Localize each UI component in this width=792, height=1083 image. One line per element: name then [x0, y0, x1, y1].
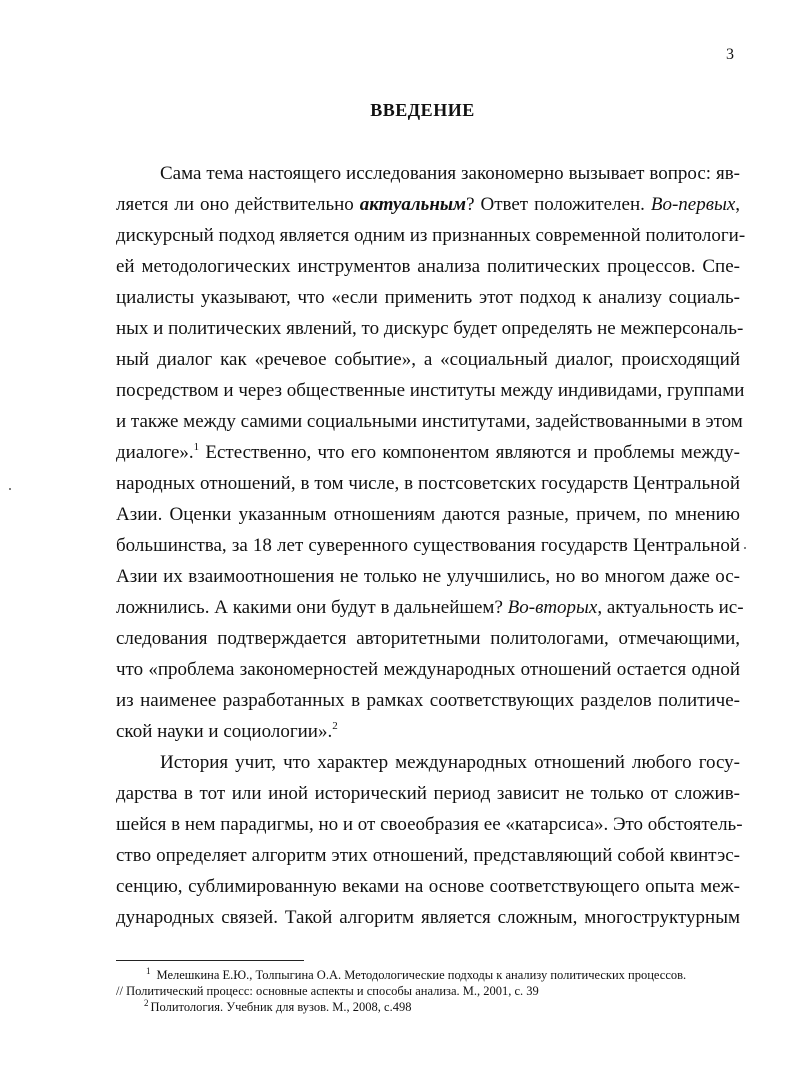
- paragraph-1-line: ляется ли оно действительно актуальным? Ответ положителен. Во-первых,: [116, 194, 741, 215]
- paragraph-1-line: Азии их взаимоотношения не только не улучшились, но во многом даже ос-: [116, 566, 740, 587]
- paragraph-1-line: дискурсный подход является одним из признанных современной политологи-: [116, 225, 746, 246]
- paragraph-2-line: История учит, что характер международных отношений любого госу-: [160, 752, 740, 773]
- footnote-1-mark: 1: [146, 966, 151, 976]
- paragraph-1-line: народных отношений, в том числе, в постсоветских государств Центральной: [116, 473, 740, 494]
- body-text: [116, 158, 746, 933]
- footnote-ref-1[interactable]: 1: [193, 441, 200, 453]
- paragraph-1-line: Сама тема настоящего исследования закономерно вызывает вопрос: яв-: [160, 163, 740, 184]
- scan-speck: [744, 547, 746, 549]
- footnotes: [116, 967, 746, 1015]
- paragraph-1-line: ской науки и социологии».$^2$: [116, 720, 338, 742]
- paragraph-2-line: сенцию, сублимированную веками на основе соответствующего опыта меж-: [116, 876, 740, 897]
- footnote-1: $^1$ Мелешкина Е.Ю., Толпыгина О.А. Методологические подходы к анализу политических процессов.: [146, 966, 687, 982]
- paragraph-2-line: дународных связей. Такой алгоритм является сложным, многоструктурным: [116, 907, 740, 928]
- paragraph-2-line: ство определяет алгоритм этих отношений, представляющий собой квинтэс-: [116, 845, 740, 866]
- page-number: 3: [726, 46, 734, 63]
- paragraph-1-line: ей методологических инструментов анализа политических процессов. Спе-: [116, 256, 740, 277]
- paragraph-1-line: циалисты указывают, что «если применить этот подход к анализу социаль-: [116, 287, 740, 308]
- paragraph-1-line: Азии. Оценки указанным отношениям даются разные, причем, по мнению: [116, 504, 740, 525]
- footnote-separator: [116, 960, 304, 961]
- paragraph-1-line: что «проблема закономерностей международных отношений остается одной: [116, 659, 740, 680]
- footnote-ref-2[interactable]: 2: [332, 720, 338, 732]
- paragraph-1-line: и также между самими социальными институтами, задействованными в этом: [116, 411, 743, 432]
- paragraph-1-line: большинства, за 18 лет суверенного существования государств Центральной: [116, 535, 740, 556]
- paragraph-1-line: следования подтверждается авторитетными политологами, отмечающими,: [116, 628, 740, 649]
- emphasis-italic: Во-первых: [650, 194, 736, 215]
- emphasis-italic: Во-вторых: [507, 597, 598, 618]
- footnote-2: $^2$ Политология. Учебник для вузов. М., 2008, с.498: [144, 998, 412, 1014]
- paragraph-2-line: дарства в тот или иной исторический период зависит не только от сложив-: [116, 783, 740, 804]
- paragraph-1-line: ложнились. А какими они будут в дальнейшем? Во-вторых, актуальность ис-: [116, 597, 744, 618]
- paragraph-1-line: ный диалог как «речевое событие», а «социальный диалог, происходящий: [116, 349, 740, 370]
- paragraph-2-line: шейся в нем парадигмы, но и от своеобразия ее «катарсиса». Это обстоятель-: [116, 814, 743, 835]
- scan-speck: [9, 488, 11, 490]
- paragraph-1-line: ных и политических явлений, то дискурс будет определять не межперсональ-: [116, 318, 744, 339]
- footnote-2-mark: 2: [144, 998, 149, 1008]
- footnote-1-continuation: // Политический процесс: основные аспекты и способы анализа. М., 2001, с. 39: [116, 984, 539, 998]
- paragraph-1-line: из наименее разработанных в рамках соответствующих разделов политиче-: [116, 690, 740, 711]
- emphasis-bold-italic: актуальным: [359, 194, 467, 215]
- section-heading: ВВЕДЕНИЕ: [370, 100, 475, 120]
- paragraph-1-line: диалоге».$^1$ Естественно, что его компонентом являются и проблемы между-: [116, 441, 740, 463]
- paragraph-1-line: посредством и через общественные институты между индивидами, группами: [116, 380, 745, 401]
